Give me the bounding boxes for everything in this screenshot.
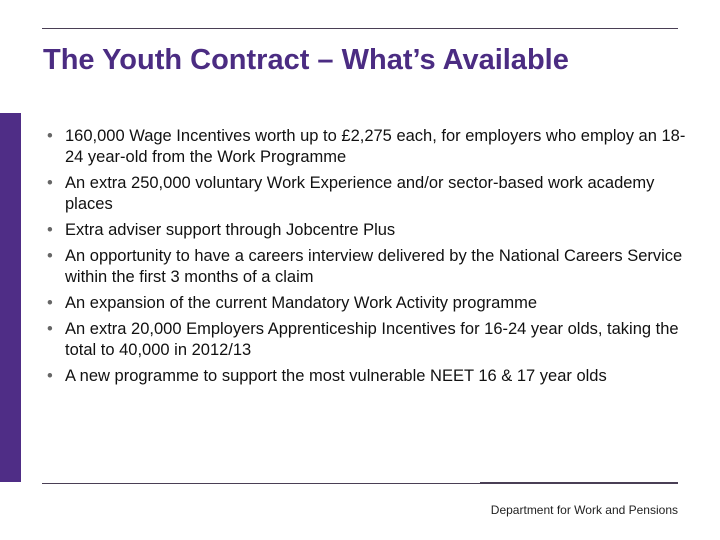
bullet-text: An extra 250,000 voluntary Work Experience and/or sector-based work academy places xyxy=(65,174,655,213)
bottom-divider-accent xyxy=(480,482,678,484)
bullet-icon: • xyxy=(47,221,53,239)
bullet-icon: • xyxy=(47,320,53,338)
bullet-text: Extra adviser support through Jobcentre Plus xyxy=(65,221,396,239)
bullet-icon: • xyxy=(47,367,53,385)
bullet-text: An extra 20,000 Employers Apprenticeship Incentives for 16-24 year olds, taking the total to 40,000 in 2012/13 xyxy=(65,320,679,359)
accent-bar xyxy=(0,113,21,482)
footer-department: Department for Work and Pensions xyxy=(490,503,678,517)
bullet-icon: • xyxy=(47,174,53,192)
list-item xyxy=(47,173,687,215)
top-divider xyxy=(42,28,678,29)
list-item xyxy=(47,246,687,288)
list-item xyxy=(47,220,687,241)
slide-title: The Youth Contract – What’s Available xyxy=(43,44,569,76)
bullet-text: An opportunity to have a careers interview delivered by the National Careers Service within the first 3 months of a claim xyxy=(65,247,683,286)
list-item xyxy=(47,366,687,387)
bullet-text: 160,000 Wage Incentives worth up to £2,275 each, for employers who employ an 18-24 year-old from the Work Programme xyxy=(65,127,686,166)
list-item xyxy=(47,319,687,361)
list-item xyxy=(47,293,687,314)
bullet-icon: • xyxy=(47,247,53,265)
bullet-icon: • xyxy=(47,127,53,145)
bullet-text: A new programme to support the most vulnerable NEET 16 & 17 year olds xyxy=(65,367,607,385)
list-item xyxy=(47,126,687,168)
bullet-text: An expansion of the current Mandatory Work Activity programme xyxy=(65,294,537,312)
bullet-list xyxy=(47,126,687,392)
bullet-icon: • xyxy=(47,294,53,312)
